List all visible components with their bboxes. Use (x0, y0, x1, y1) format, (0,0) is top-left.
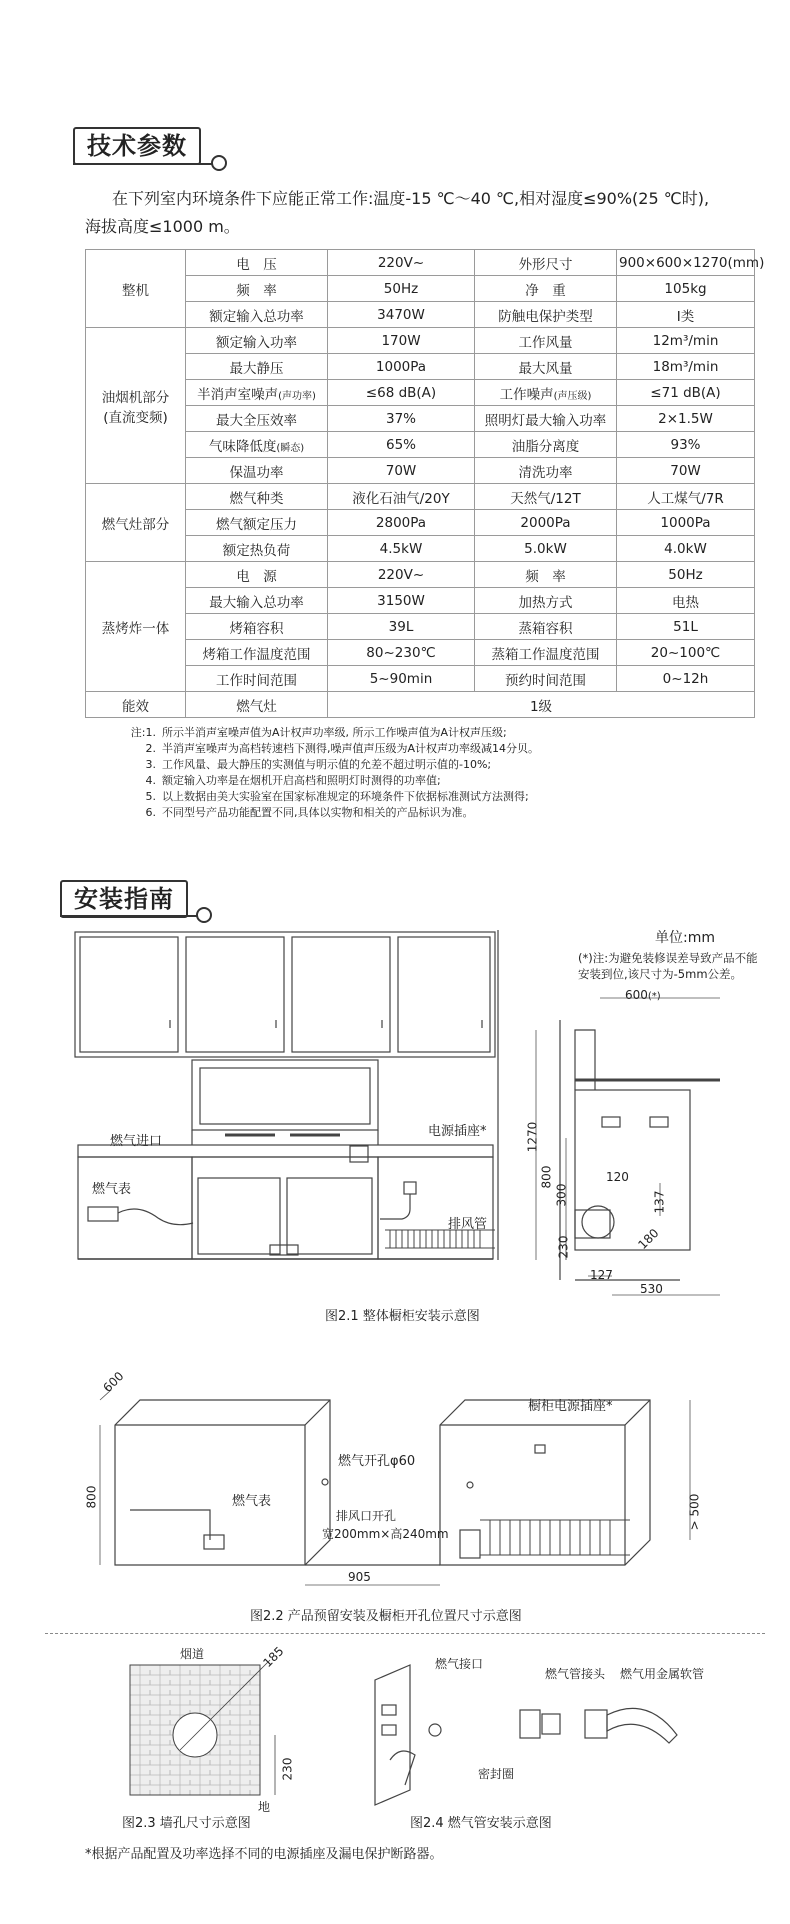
note-item: 半消声室噪声为高档转速档下测得,噪声值声压级为A计权声功率级减14分贝。 (162, 742, 540, 755)
spec-cell: 外形尺寸 (475, 250, 617, 276)
tag-underline (73, 163, 213, 165)
fig-2-4-drawing (370, 1660, 690, 1810)
exhaust-hole-label-2: 宽200mm×高240mm (322, 1527, 449, 1541)
spec-cell: 额定输入总功率 (186, 302, 328, 328)
tag-underline (60, 915, 198, 917)
spec-cell: 预约时间范围 (475, 666, 617, 692)
note-item: 以上数据由美大实验室在国家标准规定的环境条件下依据标准测试方法测得; (162, 790, 529, 803)
spec-cell: 烤箱容积 (186, 614, 328, 640)
spec-cell: 蒸箱工作温度范围 (475, 640, 617, 666)
spec-row (86, 692, 755, 718)
notes (118, 725, 758, 821)
footer-note: *根据产品配置及功率选择不同的电源插座及漏电保护断路器。 (85, 1847, 443, 1862)
gas-inlet-label: 燃气进口 (110, 1134, 163, 1149)
exhaust-hole-label-1: 排风口开孔 (336, 1509, 397, 1523)
spec-row (86, 640, 755, 666)
spec-cell: 人工煤气/7R (617, 484, 755, 510)
fig-2-3-caption: 图2.3 墙孔尺寸示意图 (122, 1816, 251, 1831)
section-title-tech-params: 技术参数 (73, 127, 201, 165)
spec-cell: 170W (328, 328, 475, 354)
gas-hole-label: 燃气开孔φ60 (338, 1454, 416, 1469)
spec-group-name: 燃气灶部分 (86, 484, 186, 562)
note-item: 额定输入功率是在烟机开启高档和照明灯时测得的功率值; (162, 774, 441, 787)
spec-cell: 防触电保护类型 (475, 302, 617, 328)
gas-port-label: 燃气接口 (435, 1657, 484, 1671)
spec-row (86, 380, 755, 406)
spec-cell: 0~12h (617, 666, 755, 692)
spec-cell: 最大输入总功率 (186, 588, 328, 614)
spec-cell: 电热 (617, 588, 755, 614)
spec-row (86, 588, 755, 614)
spec-cell: 4.0kW (617, 536, 755, 562)
spec-cell: ≤71 dB(A) (617, 380, 755, 406)
spec-group-name: 油烟机部分 (直流变频) (86, 328, 186, 484)
spec-cell: 37% (328, 406, 475, 432)
spec-row (86, 406, 755, 432)
gasket-label: 密封圈 (478, 1767, 515, 1781)
gas-joint-label: 燃气管接头 (545, 1667, 606, 1681)
spec-cell: 保温功率 (186, 458, 328, 484)
spec-cell: 加热方式 (475, 588, 617, 614)
dim-800: 800 (539, 1165, 554, 1189)
spec-row (86, 432, 755, 458)
spec-cell: 油脂分离度 (475, 432, 617, 458)
spec-cell: 天然气/12T (475, 484, 617, 510)
dim-800-b: 800 (84, 1485, 99, 1509)
spec-cell: 5.0kW (475, 536, 617, 562)
ground-label: 地 (258, 1800, 271, 1814)
spec-cell: 220V~ (328, 250, 475, 276)
dim-530: 530 (640, 1282, 663, 1296)
spec-cell: 额定热负荷 (186, 536, 328, 562)
spec-cell: 工作风量 (475, 328, 617, 354)
tag-circle-icon (211, 155, 227, 171)
unit-label: 单位:mm (655, 930, 715, 946)
spec-cell: 20~100℃ (617, 640, 755, 666)
spec-cell: 频 率 (186, 276, 328, 302)
spec-row (86, 562, 755, 588)
dim-500: > 500 (687, 1493, 702, 1531)
spec-cell: 净 重 (475, 276, 617, 302)
spec-row (86, 354, 755, 380)
spec-row (86, 302, 755, 328)
dim-127: 127 (590, 1268, 613, 1282)
spec-cell: 70W (328, 458, 475, 484)
spec-group-name: 整机 (86, 250, 186, 328)
spec-row (86, 536, 755, 562)
dim-600: 600(*) (625, 988, 661, 1002)
spec-cell: 工作噪声(声压级) (475, 380, 617, 406)
spec-cell: 液化石油气/20Y (328, 484, 475, 510)
spec-cell: 最大风量 (475, 354, 617, 380)
dim-905: 905 (348, 1570, 371, 1584)
spec-cell: 51L (617, 614, 755, 640)
spec-cell: 2×1.5W (617, 406, 755, 432)
note-item: 不同型号产品功能配置不同,具体以实物和相关的产品标识为准。 (162, 806, 474, 819)
section-title-install: 安装指南 (60, 880, 188, 918)
spec-cell: 蒸箱容积 (475, 614, 617, 640)
metal-hose-label: 燃气用金属软管 (620, 1667, 705, 1681)
spec-table (85, 249, 765, 718)
dim-185: 185 (260, 1643, 287, 1671)
spec-cell: 70W (617, 458, 755, 484)
fig-2-4-caption: 图2.4 燃气管安装示意图 (410, 1816, 552, 1831)
fig-2-3-drawing (120, 1655, 310, 1805)
spec-cell: 3150W (328, 588, 475, 614)
spec-cell: 烤箱工作温度范围 (186, 640, 328, 666)
spec-row (86, 328, 755, 354)
spec-cell: 燃气额定压力 (186, 510, 328, 536)
spec-cell: 燃气种类 (186, 484, 328, 510)
spec-cell: 额定输入功率 (186, 328, 328, 354)
exhaust-pipe-label: 排风管 (448, 1217, 488, 1232)
spec-row (86, 276, 755, 302)
spec-row (86, 458, 755, 484)
spec-cell: 5~90min (328, 666, 475, 692)
fig-2-2-drawing (0, 1390, 790, 1600)
gas-meter-label-b: 燃气表 (232, 1494, 272, 1509)
spec-cell: 900×600×1270(mm) (617, 250, 755, 276)
note-num: 6. (145, 806, 156, 819)
cabinet-socket-label: 橱柜电源插座* (528, 1399, 613, 1414)
dim-300: 300 (554, 1183, 569, 1207)
spec-row (86, 510, 755, 536)
spec-cell: 频 率 (475, 562, 617, 588)
spec-cell: 12m³/min (617, 328, 755, 354)
spec-cell: 工作时间范围 (186, 666, 328, 692)
note-item: 所示半消声室噪声值为A计权声功率级, 所示工作噪声值为A计权声压级; (162, 726, 507, 739)
note-num: 2. (145, 742, 156, 755)
spec-cell: 电 源 (186, 562, 328, 588)
power-socket-label: 电源插座* (428, 1124, 487, 1139)
spec-cell: 气味降低度(瞬态) (186, 432, 328, 458)
dim-600-b: 600 (100, 1368, 127, 1396)
spec-cell: 最大全压效率 (186, 406, 328, 432)
spec-row (86, 666, 755, 692)
spec-cell: 1000Pa (328, 354, 475, 380)
spec-cell: 半消声室噪声(声功率) (186, 380, 328, 406)
note-num: 4. (145, 774, 156, 787)
spec-row (86, 614, 755, 640)
flue-label: 烟道 (180, 1647, 205, 1661)
note-num: 5. (145, 790, 156, 803)
note-item: 工作风量、最大静压的实测值与明示值的允差不超过明示值的-10%; (162, 758, 492, 771)
spec-cell: 1000Pa (617, 510, 755, 536)
fig-2-2-caption: 图2.2 产品预留安装及橱柜开孔位置尺寸示意图 (250, 1609, 522, 1624)
spec-row (86, 250, 755, 276)
intro-line-1: 在下列室内环境条件下应能正常工作:温度-15 ℃～40 ℃,相对湿度≤90%(25 ℃时), (112, 189, 710, 208)
spec-cell: 燃气灶 (186, 692, 328, 718)
dim-120: 120 (606, 1170, 629, 1184)
fig-2-1-caption: 图2.1 整体橱柜安装示意图 (325, 1309, 480, 1324)
dim-137: 137 (652, 1190, 667, 1214)
spec-row (86, 484, 755, 510)
spec-cell: 1级 (328, 692, 755, 718)
spec-cell: 39L (328, 614, 475, 640)
spec-cell: Ⅰ类 (617, 302, 755, 328)
spec-cell: 220V~ (328, 562, 475, 588)
dim-230-c: 230 (280, 1757, 295, 1781)
note-prefix: 注:1. (130, 726, 156, 739)
intro-line-2: 海拔高度≤1000 m。 (85, 217, 240, 236)
spec-cell: 93% (617, 432, 755, 458)
note-num: 3. (145, 758, 156, 771)
spec-cell: 80~230℃ (328, 640, 475, 666)
spec-cell: 3470W (328, 302, 475, 328)
spec-cell: 4.5kW (328, 536, 475, 562)
dim-1270: 1270 (525, 1121, 540, 1153)
dim-230: 230 (556, 1235, 571, 1259)
dashed-divider (45, 1633, 765, 1634)
spec-cell: 105kg (617, 276, 755, 302)
spec-cell: 2800Pa (328, 510, 475, 536)
spec-cell: 50Hz (617, 562, 755, 588)
gas-meter-label: 燃气表 (92, 1182, 132, 1197)
spec-cell: 电 压 (186, 250, 328, 276)
spec-group-name: 蒸烤炸一体 (86, 562, 186, 692)
spec-cell: 清洗功率 (475, 458, 617, 484)
spec-cell: 2000Pa (475, 510, 617, 536)
dim-180: 180 (635, 1225, 662, 1253)
tolerance-note: (*)注:为避免装修误差导致产品不能安装到位,该尺寸为-5mm公差。 (578, 951, 758, 981)
spec-cell: 18m³/min (617, 354, 755, 380)
spec-cell: 50Hz (328, 276, 475, 302)
spec-group-name: 能效 (86, 692, 186, 718)
spec-cell: 最大静压 (186, 354, 328, 380)
spec-cell: 65% (328, 432, 475, 458)
spec-cell: ≤68 dB(A) (328, 380, 475, 406)
spec-cell: 照明灯最大输入功率 (475, 406, 617, 432)
